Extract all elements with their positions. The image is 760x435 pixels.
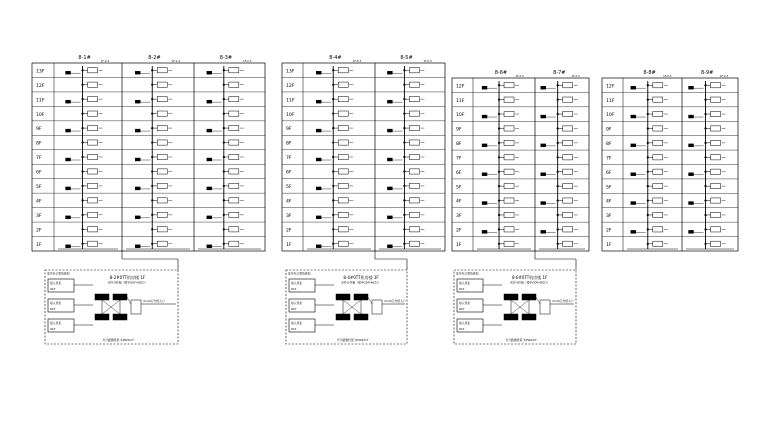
outlet-box: [229, 125, 239, 130]
outlet-box: [88, 227, 98, 232]
splitter-box: [66, 71, 71, 74]
odf-link: [127, 297, 131, 304]
outlet-box: [157, 111, 167, 116]
outlet-box: [409, 125, 419, 130]
building-label: 8-2#: [148, 55, 161, 61]
splitter-box: [207, 129, 212, 132]
outlet-box: [563, 227, 573, 232]
outlet-box: [653, 227, 663, 232]
floor-label: 4F: [286, 199, 292, 205]
splitter-box: [207, 245, 212, 248]
splitter-box: [482, 86, 487, 89]
splitter-box: [316, 129, 321, 132]
splitter-box: [207, 216, 212, 219]
splitter-box: [135, 158, 140, 161]
outlet-box: [88, 68, 98, 73]
splitter-module: [522, 314, 536, 320]
floor-label: 4F: [456, 199, 462, 205]
splitter-box: [631, 86, 636, 89]
splitter-box: [316, 187, 321, 190]
outlet-box: [711, 155, 721, 160]
outlet-box: [88, 183, 98, 188]
splitter-box: [541, 115, 546, 118]
splitter-module: [504, 294, 518, 300]
splitter-box: [689, 144, 694, 147]
outlet-box: [229, 97, 239, 102]
building-code: 1F-2-3: [100, 60, 110, 63]
splitter-box: [66, 129, 71, 132]
splitter-box: [482, 144, 487, 147]
outlet-box: [229, 241, 239, 246]
floor-label: 11F: [286, 98, 295, 104]
splitter-box: [387, 245, 392, 248]
outlet-box: [157, 241, 167, 246]
outlet-box: [711, 212, 721, 217]
outlet-box: [229, 227, 239, 232]
outlet-box: [88, 111, 98, 116]
floor-label: 11F: [456, 98, 465, 104]
building-group-3: [452, 70, 589, 270]
splitter-box: [316, 100, 321, 103]
building-code: 1F-2-3: [243, 60, 252, 63]
outlet-box: [229, 169, 239, 174]
floor-label: 10F: [36, 112, 45, 118]
building-label: 8-3#: [219, 55, 233, 61]
splitter-box: [631, 173, 636, 176]
outlet-box: [338, 154, 348, 159]
splitter-box: [66, 187, 71, 190]
building-frame: [32, 63, 265, 251]
floor-label: 10F: [606, 113, 615, 119]
floor-label: 3F: [36, 214, 42, 220]
floor-label: 6F: [36, 170, 42, 176]
splitter-box: [541, 173, 546, 176]
splitter-module: [95, 314, 109, 320]
olt-label: OLT: [459, 307, 465, 311]
outlet-box: [563, 169, 573, 174]
outlet-box: [229, 111, 239, 116]
olt-label: OLT: [459, 287, 465, 291]
cabinet-right-label: 4×24芯光缆入户: [143, 299, 165, 303]
splitter-box: [387, 216, 392, 219]
splitter-box: [66, 158, 71, 161]
floor-label: 9F: [456, 127, 462, 133]
olt-label: OLT: [291, 327, 297, 331]
outlet-box: [504, 126, 514, 131]
cabinet-subtitle: 光纤分纤箱（楼宇ODF(48芯)）: [107, 280, 148, 285]
outlet-box: [338, 125, 348, 130]
olt-box-label: 接入机柜: [50, 281, 62, 285]
floor-label: 4F: [606, 199, 612, 205]
splitter-module: [336, 314, 350, 320]
splitter-box: [689, 86, 694, 89]
splitter-box: [207, 100, 212, 103]
floor-label: 3F: [606, 214, 612, 220]
outlet-box: [409, 111, 419, 116]
floor-label: 5F: [456, 185, 462, 191]
outlet-box: [88, 241, 98, 246]
building-code: 1F-2-3: [171, 60, 181, 63]
outlet-box: [504, 212, 514, 217]
outlet-box: [504, 198, 514, 203]
outlet-box: [653, 198, 663, 203]
outlet-box: [711, 97, 721, 102]
outlet-box: [563, 212, 573, 217]
splitter-box: [316, 245, 321, 248]
splitter-box: [387, 71, 392, 74]
olt-label: OLT: [50, 327, 56, 331]
floor-label: 13F: [286, 69, 295, 75]
cabinet-title: 8-6#0TT机房楼 1F: [511, 275, 548, 280]
splitter-module: [354, 294, 368, 300]
splitter-box: [541, 230, 546, 233]
building-code: 1F-2-3: [663, 75, 672, 78]
splitter-box: [207, 71, 212, 74]
outlet-box: [338, 212, 348, 217]
outlet-box: [409, 198, 419, 203]
outlet-box: [563, 126, 573, 131]
outlet-box: [504, 140, 514, 145]
floor-label: 10F: [286, 112, 295, 118]
floor-label: 12F: [456, 84, 465, 90]
olt-box-label: 接入机柜: [459, 281, 471, 285]
outlet-box: [229, 198, 239, 203]
olt-label: OLT: [291, 287, 297, 291]
floor-label: 7F: [286, 156, 292, 162]
outlet-box: [409, 97, 419, 102]
cabinet-1: [45, 270, 178, 344]
outlet-box: [409, 140, 419, 145]
floor-label: 11F: [36, 98, 45, 104]
outlet-box: [653, 169, 663, 174]
outlet-box: [157, 140, 167, 145]
splitter-module: [522, 294, 536, 300]
splitter-box: [631, 115, 636, 118]
outlet-box: [157, 169, 167, 174]
floor-label: 12F: [286, 83, 295, 89]
cabinet-2: [286, 270, 407, 344]
cabinet-subtitle: 光纤分纤箱（楼宇ODF(48芯)）: [341, 280, 381, 285]
floor-label: 5F: [606, 185, 612, 191]
floor-label: 12F: [36, 83, 45, 89]
olt-box-label: 接入机柜: [291, 321, 303, 325]
splitter-module: [336, 294, 350, 300]
odf-frame: [131, 300, 141, 314]
splitter-box: [689, 173, 694, 176]
outlet-box: [338, 111, 348, 116]
outlet-box: [229, 68, 239, 73]
floor-label: 1F: [36, 242, 42, 248]
outlet-box: [563, 140, 573, 145]
outlet-box: [338, 183, 348, 188]
floor-label: 5F: [286, 185, 292, 191]
floor-label: 8F: [456, 142, 462, 148]
building-group-2: [282, 55, 445, 270]
splitter-box: [631, 202, 636, 205]
outlet-box: [157, 212, 167, 217]
cabinet-subtitle: 光纤分纤箱（楼宇ODF(48芯)）: [509, 280, 550, 285]
splitter-module: [354, 314, 368, 320]
splitter-box: [541, 202, 546, 205]
outlet-box: [338, 97, 348, 102]
floor-label: 1F: [456, 242, 462, 248]
splitter-box: [135, 71, 140, 74]
outlet-box: [157, 97, 167, 102]
outlet-box: [157, 82, 167, 87]
outlet-box: [504, 241, 514, 246]
splitter-box: [631, 230, 636, 233]
floor-label: 2F: [286, 228, 292, 234]
cabinet-bottom-label: 光分路器机架 共PW2/CT: [505, 338, 537, 342]
splitter-box: [135, 129, 140, 132]
outlet-box: [157, 68, 167, 73]
outlet-box: [157, 183, 167, 188]
olt-label: OLT: [459, 327, 465, 331]
outlet-box: [563, 241, 573, 246]
splitter-box: [482, 230, 487, 233]
outlet-box: [653, 184, 663, 189]
building-label: 8-9#: [701, 70, 714, 76]
floor-label: 4F: [36, 199, 42, 205]
outlet-box: [338, 198, 348, 203]
splitter-box: [135, 187, 140, 190]
outlet-box: [563, 111, 573, 116]
splitter-box: [207, 158, 212, 161]
building-label: 8-8#: [643, 70, 656, 76]
outlet-box: [157, 227, 167, 232]
outlet-box: [409, 183, 419, 188]
building-label: 8-6#: [494, 70, 508, 76]
building-code: 1F-2-3: [352, 60, 362, 63]
outlet-box: [711, 184, 721, 189]
building-label: 8-5#: [400, 55, 413, 61]
splitter-box: [316, 216, 321, 219]
outlet-box: [504, 155, 514, 160]
building-label: 8-7#: [553, 70, 566, 76]
floor-label: 8F: [606, 142, 612, 148]
odf-frame: [540, 300, 550, 314]
splitter-box: [482, 115, 487, 118]
splitter-module: [113, 314, 127, 320]
outlet-box: [229, 183, 239, 188]
floor-label: 5F: [36, 185, 42, 191]
outlet-box: [88, 140, 98, 145]
olt-box-label: 接入机柜: [291, 301, 303, 305]
outlet-box: [88, 97, 98, 102]
building-label: 8-4#: [329, 55, 342, 61]
outlet-box: [711, 140, 721, 145]
outlet-box: [504, 184, 514, 189]
olt-label: OLT: [50, 287, 56, 291]
outlet-box: [711, 111, 721, 116]
olt-label: OLT: [291, 307, 297, 311]
outlet-box: [88, 212, 98, 217]
floor-label: 2F: [36, 228, 42, 234]
cabinet-left-label: 室外综合管线规划: [456, 271, 479, 276]
splitter-box: [387, 100, 392, 103]
splitter-box: [482, 202, 487, 205]
outlet-box: [409, 241, 419, 246]
floor-label: 7F: [606, 156, 612, 162]
splitter-module: [113, 294, 127, 300]
splitter-box: [135, 245, 140, 248]
floor-label: 2F: [456, 228, 462, 234]
outlet-box: [653, 155, 663, 160]
floor-label: 3F: [456, 214, 462, 220]
outlet-box: [338, 82, 348, 87]
cabinet-title: 8-2#0TT机房楼 1F: [109, 275, 146, 280]
outlet-box: [653, 111, 663, 116]
splitter-box: [689, 202, 694, 205]
outlet-box: [711, 83, 721, 88]
floor-label: 8F: [286, 141, 292, 147]
olt-box-label: 接入机柜: [50, 321, 62, 325]
cabinet-left-label: 室外综合管线规划: [288, 271, 311, 276]
odf-frame: [372, 300, 382, 314]
outlet-box: [409, 169, 419, 174]
outlet-box: [229, 154, 239, 159]
outlet-box: [504, 83, 514, 88]
floor-label: 10F: [456, 113, 465, 119]
cabinet-right-label: 4×24芯光缆入户: [384, 299, 406, 303]
outlet-box: [563, 198, 573, 203]
building-group-4: [602, 70, 738, 251]
splitter-box: [135, 216, 140, 219]
outlet-box: [409, 154, 419, 159]
outlet-box: [409, 68, 419, 73]
outlet-box: [563, 184, 573, 189]
splitter-box: [387, 129, 392, 132]
cabinet-bottom-label: 光分路器机架 共PW2/CT: [102, 338, 134, 342]
outlet-box: [504, 227, 514, 232]
cabinet-right-label: 4×24芯光缆入户: [552, 299, 574, 303]
building-group-1: [32, 55, 265, 270]
floor-label: 6F: [286, 170, 292, 176]
outlet-box: [409, 227, 419, 232]
splitter-box: [541, 144, 546, 147]
outlet-box: [653, 97, 663, 102]
floor-label: 12F: [606, 84, 615, 90]
building-code: 1F-2-3: [515, 75, 524, 78]
floor-label: 3F: [286, 214, 292, 220]
outlet-box: [653, 212, 663, 217]
floor-label: 9F: [36, 127, 42, 133]
outlet-box: [338, 68, 348, 73]
outlet-box: [88, 154, 98, 159]
splitter-box: [66, 100, 71, 103]
outlet-box: [338, 169, 348, 174]
floor-label: 6F: [606, 170, 612, 176]
splitter-box: [541, 86, 546, 89]
olt-box-label: 接入机柜: [50, 301, 62, 305]
building-code: 1F-2-3: [423, 60, 432, 63]
splitter-box: [689, 115, 694, 118]
outlet-box: [563, 97, 573, 102]
outlet-box: [157, 154, 167, 159]
splitter-module: [95, 294, 109, 300]
outlet-box: [338, 140, 348, 145]
building-label: 8-1#: [78, 55, 91, 61]
outlet-box: [409, 82, 419, 87]
splitter-box: [387, 187, 392, 190]
olt-box-label: 接入机柜: [291, 281, 303, 285]
outlet-box: [229, 140, 239, 145]
building-code: 1F-2-3: [719, 75, 729, 78]
olt-label: OLT: [50, 307, 56, 311]
outlet-box: [711, 241, 721, 246]
outlet-box: [88, 82, 98, 87]
floor-label: 7F: [456, 156, 462, 162]
outlet-box: [653, 241, 663, 246]
outlet-box: [504, 97, 514, 102]
outlet-box: [563, 155, 573, 160]
floor-label: 8F: [36, 141, 42, 147]
olt-box-label: 接入机柜: [459, 321, 471, 325]
floor-label: 7F: [36, 156, 42, 162]
outlet-box: [88, 125, 98, 130]
splitter-box: [66, 216, 71, 219]
splitter-box: [316, 71, 321, 74]
outlet-box: [653, 140, 663, 145]
cabinet-title: 8-4#0TT机房楼 1F: [343, 275, 379, 280]
splitter-box: [482, 173, 487, 176]
outlet-box: [409, 212, 419, 217]
outlet-box: [88, 198, 98, 203]
olt-box-label: 接入机柜: [459, 301, 471, 305]
outlet-box: [563, 83, 573, 88]
outlet-box: [711, 169, 721, 174]
cabinet-3: [454, 270, 576, 344]
odf-link: [536, 297, 540, 304]
floor-label: 13F: [36, 69, 45, 75]
outlet-box: [229, 82, 239, 87]
cabinet-bottom-label: 光分路器机架 共PW2/CT: [336, 338, 369, 342]
odf-link: [368, 297, 372, 304]
outlet-box: [711, 227, 721, 232]
splitter-box: [66, 245, 71, 248]
cabinet-left-label: 室外综合管线规划: [47, 271, 70, 276]
outlet-box: [711, 126, 721, 131]
splitter-box: [631, 144, 636, 147]
outlet-box: [338, 227, 348, 232]
floor-label: 2F: [606, 228, 612, 234]
splitter-box: [135, 100, 140, 103]
outlet-box: [653, 83, 663, 88]
outlet-box: [504, 169, 514, 174]
outlet-box: [338, 241, 348, 246]
outlet-box: [229, 212, 239, 217]
splitter-box: [207, 187, 212, 190]
outlet-box: [157, 198, 167, 203]
outlet-box: [711, 198, 721, 203]
splitter-box: [689, 230, 694, 233]
splitter-box: [316, 158, 321, 161]
splitter-module: [504, 314, 518, 320]
floor-label: 9F: [606, 127, 612, 133]
floor-label: 1F: [286, 242, 292, 248]
outlet-box: [157, 125, 167, 130]
building-code: 1F-2-3: [571, 75, 580, 78]
floor-label: 6F: [456, 170, 462, 176]
outlet-box: [504, 111, 514, 116]
outlet-box: [88, 169, 98, 174]
floor-label: 1F: [606, 242, 612, 248]
floor-label: 11F: [606, 98, 615, 104]
floor-label: 9F: [286, 127, 292, 133]
splitter-box: [387, 158, 392, 161]
outlet-box: [653, 126, 663, 131]
